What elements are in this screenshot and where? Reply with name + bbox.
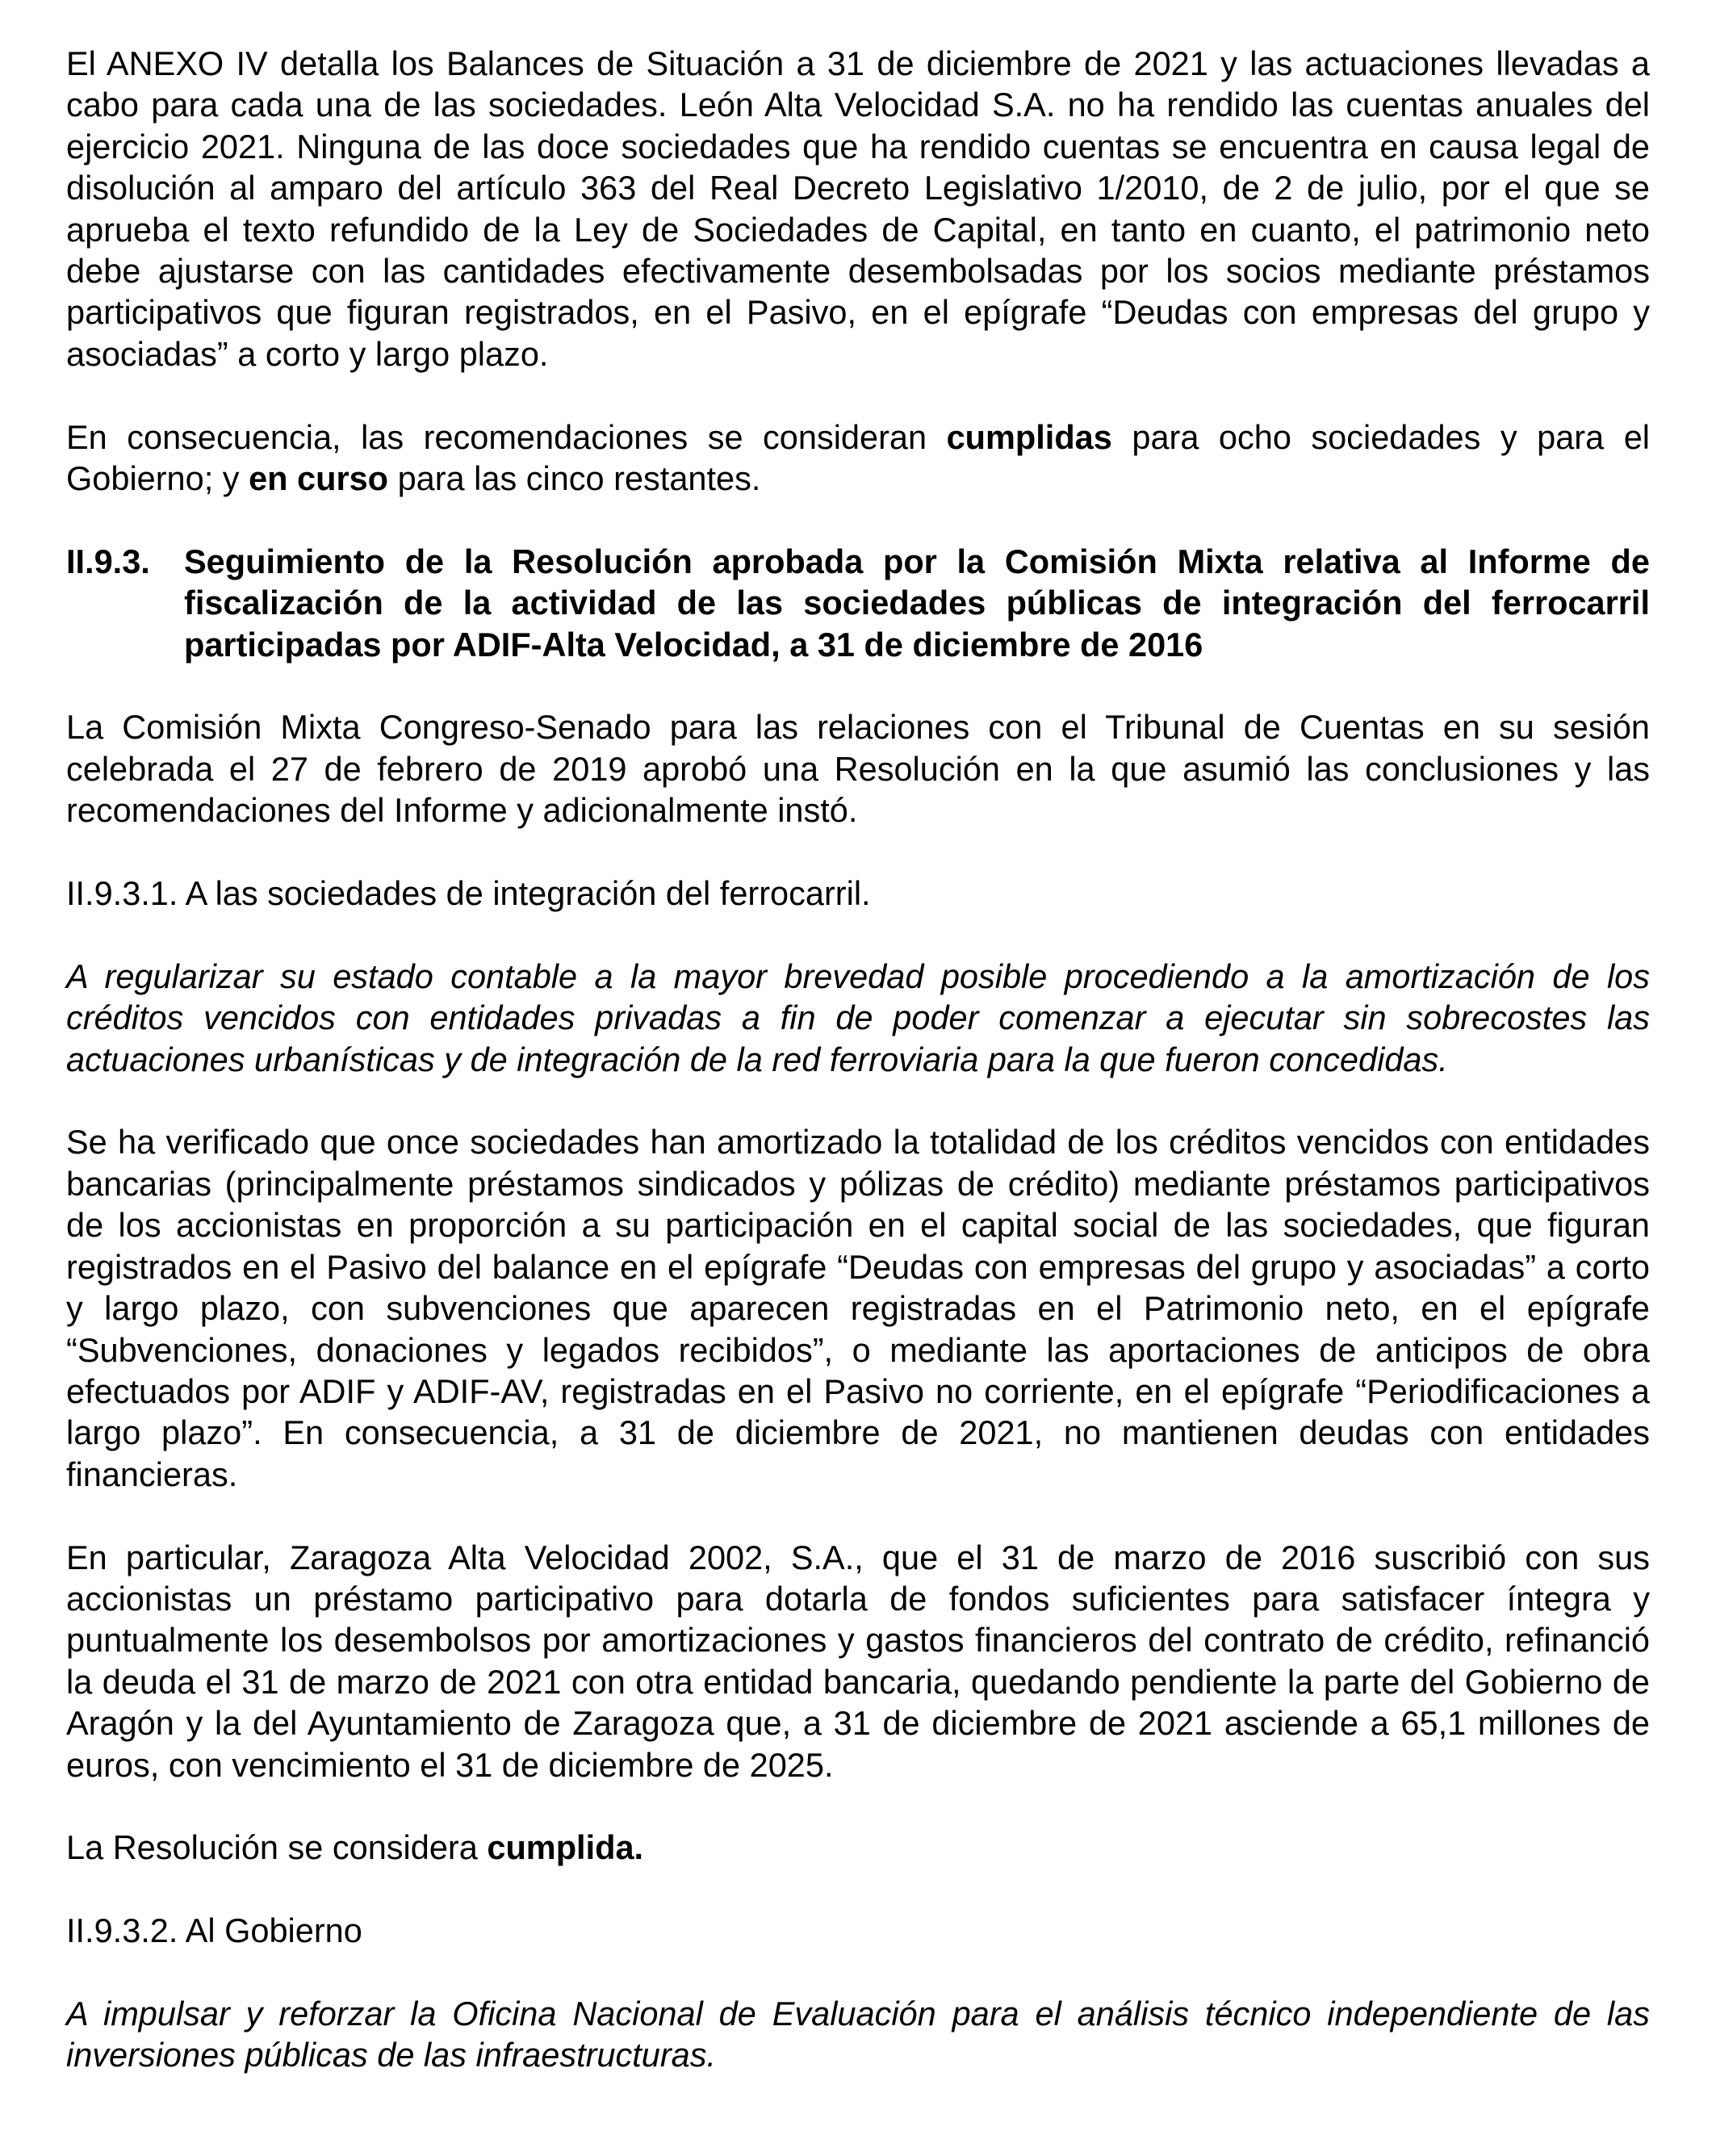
paragraph-zaragoza: En particular, Zaragoza Alta Velocidad 2002, S.A., que el 31 de marzo de 2016 suscribió con sus accionistas un préstamo participativo para dotarla de fondos suficientes para satisfacer íntegra y puntualmente los desembolsos por amortizaciones y gastos financieros del contrato de crédito, refinanció la deuda el 31 de marzo de 2021 con otra entidad bancaria, quedando pendiente la parte del Gobierno de Aragón y la del Ayuntamiento de Zaragoza que, a 31 de diciembre de 2021 asciende a 65,1 millones de euros, con vencimiento el 31 de diciembre de 2025.	[66, 1538, 1650, 1784]
section-heading	[66, 541, 1650, 665]
text-run: La Resolución se considera	[66, 1828, 488, 1867]
paragraph-anexo-iv: El ANEXO IV detalla los Balances de Situación a 31 de diciembre de 2021 y las actuaciones llevadas a cabo para cada una de las sociedades. León Alta Velocidad S.A. no ha rendido las cuentas anuales del ejercicio 2021. Ninguna de las doce sociedades que ha rendido cuentas se encuentra en causa legal de disolución al amparo del artículo 363 del Real Decreto Legislativo 1/2010, de 2 de julio, por el que se aprueba el texto refundido de la Ley de Sociedades de Capital, en tanto en cuanto, el patrimonio neto debe ajustarse con las cantidades efectivamente desembolsadas por los socios mediante préstamos participativos que figuran registrados, en el Pasivo, en el epígrafe “Deudas con empresas del grupo y asociadas” a corto y largo plazo.	[66, 44, 1650, 373]
status-cumplida: cumplida.	[487, 1828, 644, 1867]
recommendation-sociedades: A regularizar su estado contable a la mayor brevedad posible procediendo a la amortización de los créditos vencidos con entidades privadas a fin de poder comenzar a ejecutar sin sobrecostes las actuaciones urbanísticas y de integración de la red ferroviaria para la que fueron concedidas.	[66, 957, 1650, 1078]
section-number: II.9.3.	[66, 542, 150, 580]
paragraph-resolucion-cumplida	[66, 1827, 1650, 1868]
status-en-curso: en curso	[249, 459, 389, 498]
subsection-heading-sociedades: II.9.3.1. A las sociedades de integración del ferrocarril.	[66, 874, 871, 913]
paragraph-comision-mixta: La Comisión Mixta Congreso-Senado para las relaciones con el Tribunal de Cuentas en su sesión celebrada el 27 de febrero de 2019 aprobó una Resolución en la que asumió las conclusiones y las recomendaciones del Informe y adicionalmente instó.	[66, 708, 1650, 830]
document-page	[66, 43, 1650, 2117]
section-title: Seguimiento de la Resolución aprobada por la Comisión Mixta relativa al Informe de fiscalización de la actividad de las sociedades públicas de integración del ferrocarril participadas por ADIF-Alta Velocidad, a 31 de diciembre de 2016	[184, 542, 1650, 664]
paragraph-conclusion-recommendations	[66, 417, 1650, 500]
status-cumplidas: cumplidas	[946, 417, 1112, 456]
text-run: para ocho sociedades y para el Gobierno; y	[66, 417, 1650, 498]
recommendation-gobierno: A impulsar y reforzar la Oficina Nacional de Evaluación para el análisis técnico independiente de las inversiones públicas de las infraestructuras.	[66, 1994, 1650, 2074]
paragraph-verificacion: Se ha verificado que once sociedades han amortizado la totalidad de los créditos vencidos con entidades bancarias (principalmente préstamos sindicados y pólizas de crédito) mediante préstamos participativos de los accionistas en proporción a su participación en el capital social de las sociedades, que figuran registrados en el Pasivo del balance en el epígrafe “Deudas con empresas del grupo y asociadas” a corto y largo plazo, con subvenciones que aparecen registradas en el Patrimonio neto, en el epígrafe “Subvenciones, donaciones y legados recibidos”, o mediante las aportaciones de anticipos de obra efectuados por ADIF y ADIF-AV, registradas en el Pasivo no corriente, en el epígrafe “Periodificaciones a largo plazo”. En consecuencia, a 31 de diciembre de 2021, no mantienen deudas con entidades financieras.	[66, 1123, 1650, 1493]
subsection-heading-gobierno: II.9.3.2. Al Gobierno	[66, 1911, 362, 1950]
text-run: para las cinco restantes.	[388, 459, 761, 498]
text-run: En consecuencia, las recomendaciones se consideran	[66, 417, 947, 456]
